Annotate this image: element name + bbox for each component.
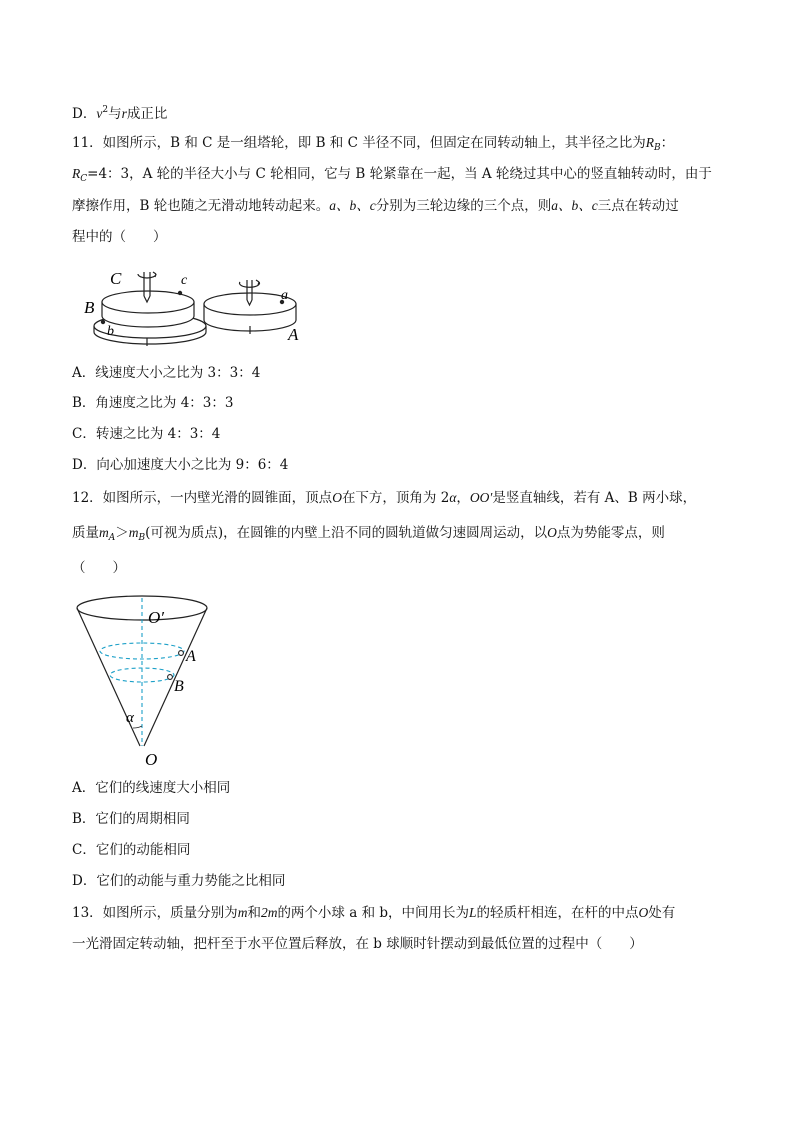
q11-stem-line2: $R_C=4$：3，A 轮的半径大小与 C 轮相同，它与 B 轮紧靠在一起，当 A 轮绕过其中心的竖直轴转动时，由于: [72, 166, 712, 184]
q12-stem-line3: （ ）: [72, 560, 126, 576]
q12-option-c[interactable]: C．它们的动能相同: [72, 842, 191, 858]
label-A: A: [186, 648, 196, 665]
q12-stem-line2: 质量$m_A>m_B$(可视为质点)，在圆锥的内壁上沿不同的圆轨道做匀速圆周运动，以O点为势能零点，则: [72, 525, 665, 543]
q11-option-c[interactable]: C．转速之比为 4：3：4: [72, 426, 221, 442]
q11-option-a[interactable]: A．线速度大小之比为 3：3：4: [72, 365, 261, 381]
label-A: A: [288, 325, 299, 344]
q12-figure-cone: [70, 592, 220, 772]
q13-stem-line1: 13．如图所示，质量分别为m和2m的两个小球 a 和 b，中间用长为L的轻质杆相连，在杆的中点O处有: [72, 905, 676, 921]
q12-option-a[interactable]: A．它们的线速度大小相同: [72, 780, 231, 796]
label-C: C: [110, 269, 122, 288]
q12-option-d[interactable]: D．它们的动能与重力势能之比相同: [72, 873, 286, 889]
q13-stem-line2: 一光滑固定转动轴，把杆至于水平位置后释放，在 b 球顺时针摆动到最低位置的过程中（ ）: [72, 936, 643, 952]
q12-option-b[interactable]: B．它们的周期相同: [72, 811, 190, 827]
label-B: B: [84, 298, 95, 317]
q11-option-b[interactable]: B．角速度之比为 4：3：3: [72, 395, 234, 411]
q10-option-d[interactable]: D．$v^2$与r成正比: [72, 105, 168, 122]
label-O-prime: O′: [148, 608, 164, 627]
q11-option-d[interactable]: D．向心加速度大小之比为 9：6：4: [72, 457, 289, 473]
label-O: O: [145, 750, 158, 769]
label-a: a: [281, 288, 288, 303]
q11-figure-wheels: [80, 258, 310, 354]
q12-stem-line1: 12．如图所示，一内壁光滑的圆锥面，顶点O在下方，顶角为 2α，OO′是竖直轴线，若有 A、B 两小球，: [72, 490, 697, 506]
label-c: c: [181, 273, 188, 288]
label-alpha: α: [126, 710, 134, 726]
label-b: b: [107, 324, 114, 339]
option-label: D．: [72, 106, 97, 122]
label-B: B: [174, 678, 184, 695]
q11-stem-line4: 程中的（ ）: [72, 229, 167, 245]
q11-stem-line3: 摩擦作用，B 轮也随之无滑动地转动起来。a、b、c分别为三轮边缘的三个点，则a、b、c三点在转动过: [72, 198, 679, 214]
q11-stem-line1: 11．如图所示，B 和 C 是一组塔轮，即 B 和 C 半径不同，但固定在同转动轴上，其半径之比为$R_B$：: [72, 135, 675, 153]
